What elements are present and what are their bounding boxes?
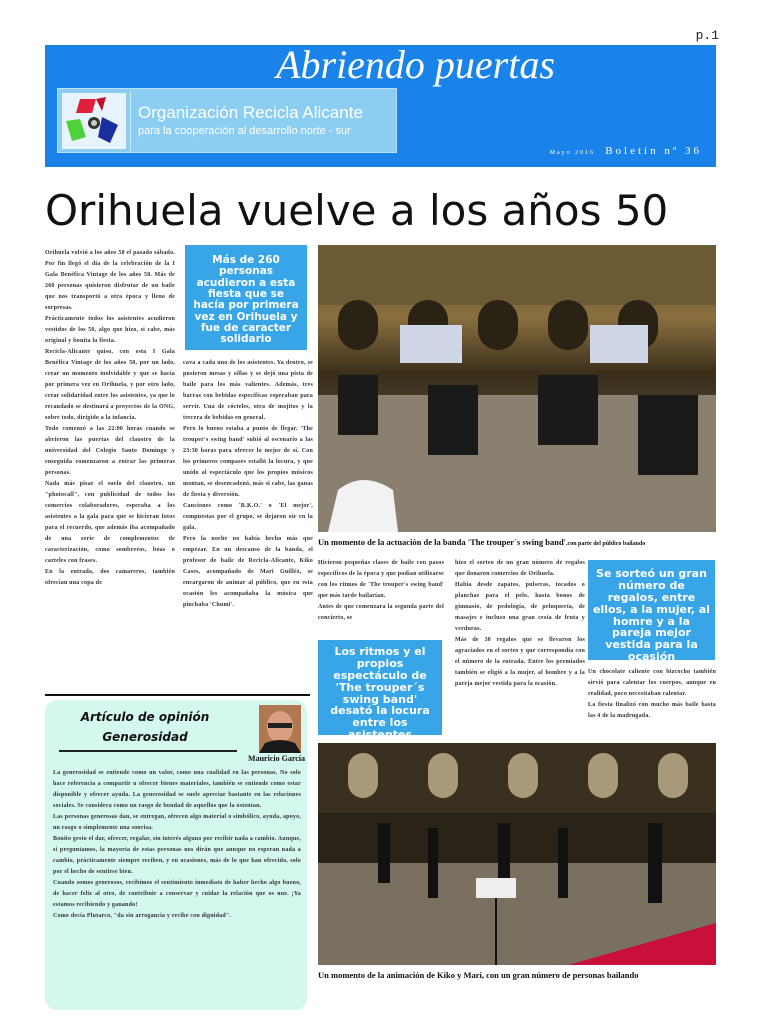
paragraph: Todo comenzó a las 22:00 horas cuando se abrieron las puertas del claustro de la universidad del Colegio Santo Domingo y enseguida comenzaron a entrar las primeras personas.: [45, 426, 175, 476]
opinion-body: [53, 768, 301, 922]
pull-quote: Se sorteó un gran número de regalos, entre ellos, a la mujer, al homre y a la pareja mejor vestida para la ocasión: [588, 560, 715, 660]
paragraph: Recicla-Alicante quiso, con esta I Gala Benéfica Vintage de los años 50, por un lado, crear un momento inolvidable y que se hacía por primera vez en Orihuela, y por otro lado, crear solidaridad entre los asistentes, ya que lo recaudado se destinará a proyectos de la ONG, sobre todo, dirigido a la infancia.: [45, 349, 175, 421]
paragraph: Orihuela volvió a los años 50 el pasado sábado. Por fin llegó el día de la celebración de la I Gala Benéfica Vintage de los años 50. Más de 260 personas quisieron disfrutar de un baile que nos transportó a otra época y lleno de sorpresas.: [45, 250, 175, 311]
paragraph: Nada más pisar el suelo del claustro, un "photocall", con publicidad de todos los comercios colaboradores, esperaba a los asistentes a la gala para que se hicieran fotos para el recuerdo, que además iba acompañado de una serie de complementos de caracterización, como sombreros, boas o carteles con frases.: [45, 481, 175, 564]
caption-text: Un momento de la actuación de la banda 'The trouper´s swing band': [318, 537, 567, 547]
paragraph: cava a cada uno de los asistentes. Ya dentro, se pusieron mesas y sillas y se dejó una pista de baile para los más valientes. Además, tres barras con bebidas específicas esperaban para servir. Una de cócteles, otra de mojitos y la tercera de bebidas en general.: [183, 360, 313, 421]
article-column-2: [183, 358, 313, 611]
author-photo: [259, 705, 301, 753]
bulletin-number: Boletín nº 36: [605, 145, 702, 157]
paragraph: Canciones como 'R.K.O.' o 'El mejor', compuestas por el grupo, se dejaron oír en la gala.: [183, 503, 313, 531]
photo-caption: Un momento de la animación de Kiko y Mari, con un gran número de personas bailando: [318, 970, 639, 980]
section-divider: [45, 694, 310, 696]
pull-quote: Más de 260 personas acudieron a esta fiesta que se hacía por primera vez en Orihuela y fue de caracter solidario: [185, 245, 307, 350]
photo-illustration: [318, 743, 716, 965]
newsletter-title: Abriendo puertas: [276, 42, 555, 87]
caption-suffix: ,con parte del público bailando: [566, 541, 646, 547]
paragraph: Pero lo bueno estaba a punto de llegar. 'The trouper's swing band' subió al escenario a las 23:30 horas para ofrecer lo mejor de sí. Con los primeros compases estalló la locura, y que unido al espectáculo que los propios músicos montan, se desencadenó, más si cabe, las ganas de fiesta y diversión.: [183, 426, 313, 498]
paragraph: Había desde zapatos, pulseras, tocados o planchas para el pelo, hasta bonos de gimnasio, de pedología, de peluquería, de masajes e incluso una gran cesta de fruta y verduras.: [455, 582, 585, 632]
title-underline: [59, 750, 237, 752]
paragraph: Cuando somos generosos, recibimos el sentimiento inmediato de haber hecho algo bueno, de hacer feliz al otro, de contribuir a conservar y cuidar la relación que os une. ¡Ya estamos recibiendo y ganando!: [53, 880, 301, 908]
article-column-3: [318, 558, 444, 624]
article-headline: Orihuela vuelve a los años 50: [45, 186, 669, 235]
photo-dance-animation: [318, 743, 716, 965]
paragraph: Como decía Plutarco, "da sin arrogancia y recibe con dignidad".: [53, 913, 232, 919]
org-logo-banner: [57, 88, 397, 153]
issue-info: [550, 145, 702, 157]
org-tagline: para la cooperación al desarrollo norte - sur: [138, 125, 351, 137]
photo-illustration: [318, 245, 716, 532]
paragraph: La generosidad se entiende como un valor, como una cualidad en las personas. No solo hace referencia a compartir u ofrecer bienes materiales, también se entiende como estar disponible y ofrecer ayuda. La generosidad se suele apreciar bastante en las relaciones sociales. Se considera como un rasgo de bondad de aquellos que la ostentan.: [53, 770, 301, 809]
author-name: Mauricio García: [248, 754, 305, 763]
recycle-logo-icon: [62, 93, 126, 149]
paragraph: En la entrada, dos camareros, también ofrecían una copa de: [45, 569, 175, 586]
article-column-5: [588, 667, 716, 722]
opinion-title: Generosidad: [102, 730, 188, 744]
paragraph: Antes de que comenzara la segunda parte del concierto, se: [318, 604, 444, 621]
paragraph: La fiesta finalizó con mucho más baile hasta las 4 de la madrugada.: [588, 702, 716, 719]
page-number: p.1: [695, 28, 719, 43]
photo-band-performance: [318, 245, 716, 532]
paragraph: Las personas generosas dan, se entregan, ofrecen algo material o simbólico, ayuda, apoyo, un rasgo o simplemente una sonrisa.: [53, 814, 301, 831]
article-column-1: [45, 248, 175, 589]
paragraph: Pero la noche no había hecho más que empezar. En un descanso de la banda, el profesor de baile de Recicla-Alicante, Kiko Cases, acompañado de Mari Guilléz, se encargaron de animar al público, que en esta ocasión les acompañaba la música que pinchaba 'Chumi'.: [183, 536, 313, 608]
photo-caption: [318, 537, 645, 547]
issue-date: Mayo 2016: [549, 150, 596, 156]
paragraph: Bonito gesto el dar, ofrecer, regalar, sin interés alguno por recibir nada a cambio. Aunque, si preguntamos, la mayoría de estas personas nos dirán que aunque no esperan nada a cambio, prácticamente siempre reciben, y en ocasiones, más de lo que han ofrecido, solo por el hecho de sentirse bien.: [53, 836, 301, 875]
paragraph: hizo el sorteo de un gran número de regalos que donaron comercios de Orihuela.: [455, 560, 585, 577]
pull-quote: Los ritmos y el propios espectáculo de 'The trouper´s swing band' desató la locura entre los asistentes: [318, 640, 442, 735]
article-column-4: [455, 558, 585, 690]
paragraph: Más de 30 regalos que se llevaron los agraciados en el sorteo y que correspondía con el número de la entrada. Entre los premiados también se eligió a la mujer, al hombre y a la pareja mejor vestida para la ocasión.: [455, 637, 585, 687]
divider: [130, 91, 131, 151]
org-name: Organización Recicla Alicante: [138, 103, 363, 122]
paragraph: Prácticamente todos los asistentes acudieron vestidos de los 50, algo que hizo, si cabe, más original y bonita la fiesta.: [45, 316, 175, 344]
paragraph: Un chocolate caliente con bizcocho también sirvió para calentar los cuerpos, aunque en realidad, poco necesitaban calentar.: [588, 669, 716, 697]
masthead: [45, 42, 716, 167]
opinion-box: [45, 700, 307, 1010]
paragraph: Hicieron pequeñas clases de baile con pasos específicos de la época y que podían utilizarse con los ritmos de 'The trouper's swing band' que más tarde bailarían.: [318, 560, 444, 599]
opinion-section-label: Artículo de opinión: [80, 710, 210, 724]
